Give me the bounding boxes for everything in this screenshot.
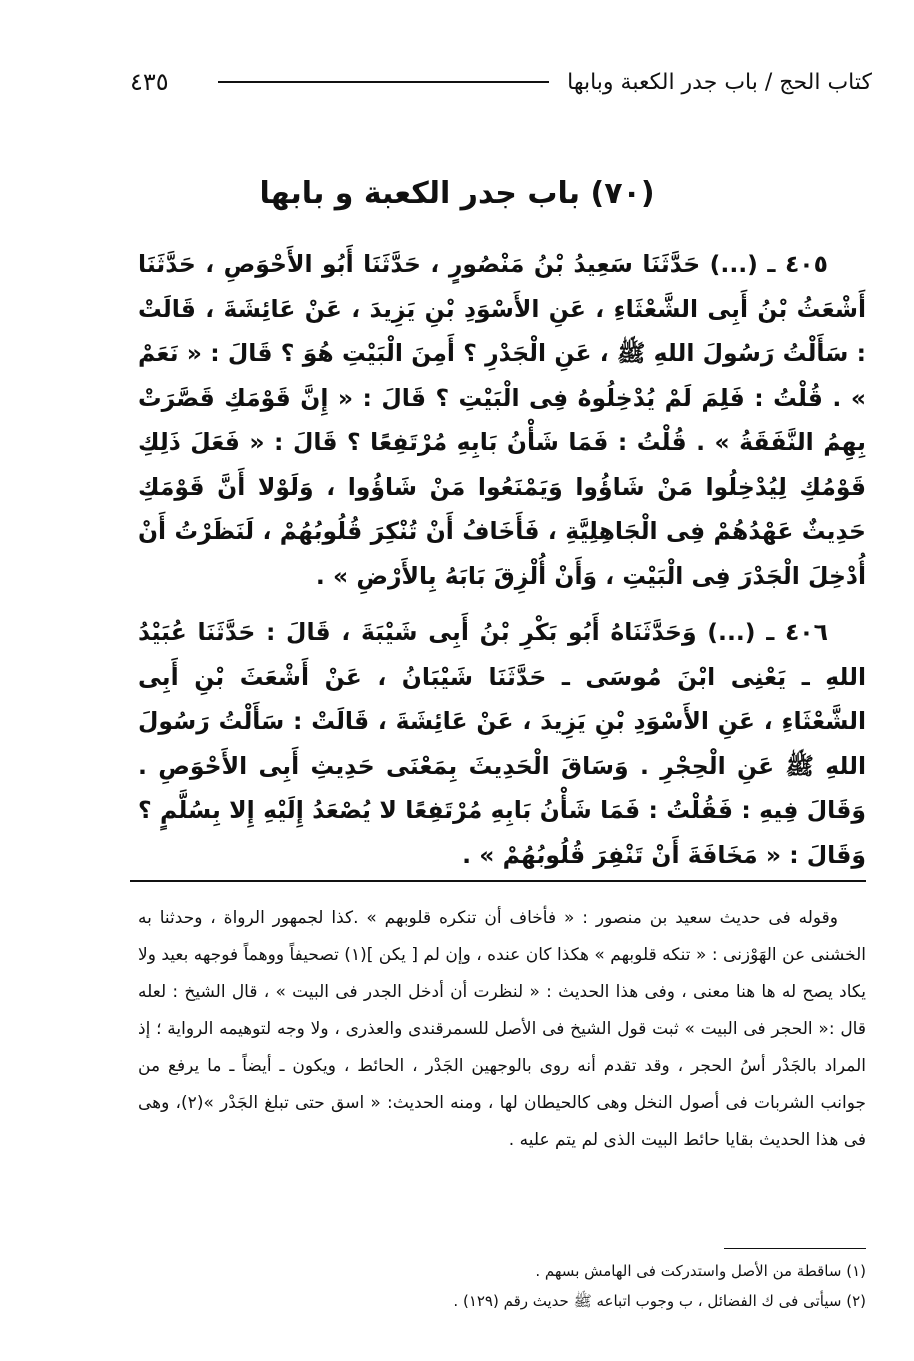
commentary-section (138, 900, 866, 1159)
footnotes (138, 1256, 866, 1316)
running-title: كتاب الحج / باب جدر الكعبة وبابها (567, 69, 872, 95)
footnote-divider (724, 1248, 866, 1249)
commentary-text: وقوله فى حديث سعيد بن منصور : « فأخاف أن تنكره قلوبهم » .كذا لجمهور الرواة ، وحدثنا به الخشنى عن الهَوْزنى : « تنكه قلوبهم » هكذا كان عنده ، وإن لم [ يكن ](١) تصحيفاً ووهماً فوجهه بعيد ولا يكاد يصح له ها هنا معنى ، وفى هذا الحديث : « لنظرت أن أدخل الجدر فى البيت » ، قال الشيخ : لعله قال :« الحجر فى البيت » ثبت قول الشيخ فى الأصل للسمرقندى والعذرى ، ولا وجه لتوهيمه الرواية ؛ إذ المراد بالجَدْر أسُ الحجر ، وقد تقدم أنه روى بالوجهين الجَدْر ، الحائط ، ويكون ـ أيضاً ـ ما يرفع من جوانب الشربات فى أصول النخل وهى كالحيطان لها ، ومنه الحديث: « اسق حتى تبلغ الجَدْر »(٢)، وهى فى هذا الحديث بقايا حائط البيت الذى لم يتم عليه . (138, 908, 866, 1150)
hadith-body (138, 242, 866, 889)
page-number: ٤٣٥ (130, 68, 169, 96)
hadith-405: ٤٠٥ ـ (...) حَدَّثَنَا سَعِيدُ بْنُ مَنْصُورٍ ، حَدَّثَنَا أَبُو الأَحْوَصِ ، حَدَّثَنَا أَشْعَثُ بْنُ أَبِى الشَّعْثَاءِ ، عَنِ الأَسْوَدِ بْنِ يَزِيدَ ، عَنْ عَائِشَةَ ، قَالَتْ : سَأَلْتُ رَسُولَ اللهِ ﷺ ، عَنِ الْجَدْرِ ؟ أَمِنَ الْبَيْتِ هُوَ ؟ قَالَ : « نَعَمْ » . قُلْتُ : فَلِمَ لَمْ يُدْخِلُوهُ فِى الْبَيْتِ ؟ قَالَ : « إِنَّ قَوْمَكِ قَصَّرَتْ بِهِمُ النَّفَقَةُ » . قُلْتُ : فَمَا شَأْنُ بَابِهِ مُرْتَفِعًا ؟ قَالَ : « فَعَلَ ذَلِكِ قَوْمُكِ لِيُدْخِلُوا مَنْ شَاؤُوا وَيَمْنَعُوا مَنْ شَاؤُوا ، وَلَوْلا أَنَّ قَوْمَكِ حَدِيثٌ عَهْدُهُمْ فِى الْجَاهِلِيَّةِ ، فَأَخَافُ أَنْ تُنْكِرَ قُلُوبُهُمْ ، لَنَظَرْتُ أَنْ أُدْخِلَ الْجَدْرَ فِى الْبَيْتِ ، وَأَنْ أُلْزِقَ بَابَهُ بِالأَرْضِ » . (138, 250, 866, 590)
footnote-1: (١) ساقطة من الأصل واستدركت فى الهامش بسهم . (535, 1262, 866, 1280)
footnote-2: (٢) سيأتى فى ك الفضائل ، ب وجوب اتباعه ﷺ حديث رقم (١٢٩) . (453, 1292, 866, 1310)
commentary-divider (130, 880, 866, 882)
page-header (130, 62, 872, 102)
hadith-406: ٤٠٦ ـ (...) وَحَدَّثَنَاهُ أَبُو بَكْرِ بْنُ أَبِى شَيْبَةَ ، قَالَ : حَدَّثَنَا عُبَيْدُ اللهِ ـ يَعْنِى ابْنَ مُوسَى ـ حَدَّثَنَا شَيْبَانُ ، عَنْ أَشْعَثَ بْنِ أَبِى الشَّعْثَاءِ ، عَنِ الأَسْوَدِ بْنِ يَزِيدَ ، عَنْ عَائِشَةَ ، قَالَتْ : سَأَلْتُ رَسُولَ اللهِ ﷺ عَنِ الْحِجْرِ . وَسَاقَ الْحَدِيثَ بِمَعْنَى حَدِيثِ أَبِى الأَحْوَصِ . وَقَالَ فِيهِ : فَقُلْتُ : فَمَا شَأْنُ بَابِهِ مُرْتَفِعًا لا يُصْعَدُ إِلَيْهِ إِلا بِسُلَّمٍ ؟ وَقَالَ : « مَخَافَةَ أَنْ تَنْفِرَ قُلُوبُهُمْ » . (138, 618, 866, 869)
chapter-title: (٧٠) باب جدر الكعبة و بابها (259, 176, 655, 211)
header-rule (218, 81, 549, 83)
